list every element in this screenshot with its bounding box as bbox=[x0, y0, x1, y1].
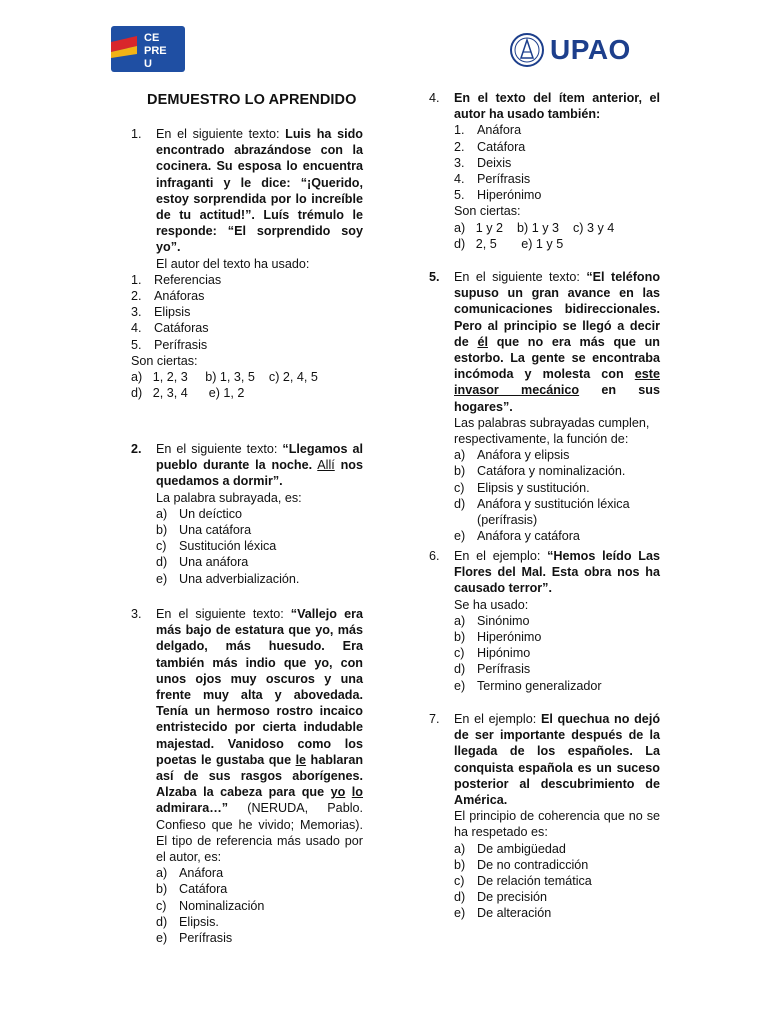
underlined-phrase: este invasor mecánico bbox=[454, 367, 660, 398]
answer-options bbox=[454, 841, 660, 922]
question-prompt: Las palabras subrayadas cumplen, respectivamente, la función de: bbox=[454, 415, 650, 447]
answer-option bbox=[156, 865, 363, 881]
statement-item-text: Catáforas bbox=[154, 321, 209, 336]
statement-list bbox=[131, 272, 363, 353]
answer-option-text: Elipsis y sustitución. bbox=[477, 480, 590, 495]
answer-option-key: a) bbox=[156, 866, 168, 881]
answer-option-key: b) bbox=[156, 882, 168, 897]
answer-option-key: c) bbox=[454, 646, 465, 661]
answer-option-key: c) bbox=[156, 898, 167, 913]
answer-option-key: d) bbox=[454, 496, 466, 511]
answer-option bbox=[454, 480, 660, 496]
statement-item-key: 2. bbox=[131, 289, 142, 304]
answer-options bbox=[156, 865, 363, 946]
answer-option bbox=[454, 528, 660, 544]
answer-option-text: Hiperónimo bbox=[477, 630, 542, 645]
statement-item-text: Hiperónimo bbox=[477, 188, 542, 203]
question-prompt: La palabra subrayada, es: bbox=[156, 490, 302, 505]
answer-option bbox=[156, 881, 363, 897]
answer-option bbox=[454, 613, 660, 629]
answer-option bbox=[156, 571, 363, 587]
statement-item-text: Anáforas bbox=[154, 289, 205, 304]
question-stem: En el texto del ítem anterior, el autor ha usado también: bbox=[454, 91, 660, 122]
question-number: 1. bbox=[131, 127, 142, 141]
answer-option-key: e) bbox=[156, 571, 168, 586]
answer-option-text: Termino generalizador bbox=[477, 678, 602, 693]
underlined-word: lo bbox=[351, 785, 363, 800]
statement-item-key: 3. bbox=[131, 305, 142, 320]
answer-option-text: Catáfora bbox=[179, 882, 228, 897]
question-3 bbox=[131, 606, 363, 946]
answer-option-key: c) bbox=[454, 874, 465, 889]
answer-option-text: De precisión bbox=[477, 890, 547, 905]
question-2 bbox=[131, 441, 363, 587]
answer-option-key: b) bbox=[454, 630, 466, 645]
answer-option-key: e) bbox=[454, 678, 466, 693]
statement-item bbox=[454, 187, 660, 203]
statement-item-key: 5. bbox=[454, 188, 465, 203]
answer-option-text: Anáfora y catáfora bbox=[477, 529, 580, 544]
answer-option-key: d) bbox=[156, 555, 168, 570]
answer-option bbox=[454, 496, 660, 528]
answer-option bbox=[454, 463, 660, 479]
statement-item bbox=[131, 320, 363, 336]
answer-option bbox=[156, 522, 363, 538]
statement-list bbox=[454, 122, 660, 203]
answer-option-key: e) bbox=[454, 906, 466, 921]
son-ciertas-label: Son ciertas: bbox=[131, 353, 198, 368]
upao-seal-icon bbox=[508, 28, 546, 72]
question-number: 6. bbox=[429, 549, 440, 563]
question-number: 3. bbox=[131, 607, 142, 621]
answer-option bbox=[156, 506, 363, 522]
answer-option-text: Nominalización bbox=[179, 898, 265, 913]
statement-item bbox=[454, 155, 660, 171]
answer-options bbox=[454, 613, 660, 694]
statement-item-key: 4. bbox=[131, 321, 142, 336]
answer-option bbox=[156, 914, 363, 930]
question-prompt: Se ha usado: bbox=[454, 597, 529, 612]
cepreu-logo bbox=[111, 26, 185, 72]
answer-option-text: Una adverbialización. bbox=[179, 571, 300, 586]
answer-option-text: Una anáfora bbox=[179, 555, 249, 570]
answer-options bbox=[454, 447, 660, 544]
statement-item-text: Perífrasis bbox=[477, 172, 531, 187]
answer-option-key: c) bbox=[156, 539, 167, 554]
statement-item-key: 1. bbox=[454, 123, 465, 138]
answer-option-text: Una catáfora bbox=[179, 523, 252, 538]
statement-item bbox=[131, 337, 363, 353]
answer-option-key: b) bbox=[454, 857, 466, 872]
page-title: DEMUESTRO LO APRENDIDO bbox=[147, 92, 357, 108]
statement-item-key: 1. bbox=[131, 272, 142, 287]
statement-item-key: 3. bbox=[454, 155, 465, 170]
answer-option-key: b) bbox=[454, 464, 466, 479]
question-prompt: El autor del texto ha usado: bbox=[156, 256, 310, 271]
answer-option bbox=[454, 841, 660, 857]
upao-wordmark: UPAO bbox=[550, 34, 631, 65]
answer-option bbox=[156, 930, 363, 946]
answer-option-key: d) bbox=[156, 914, 168, 929]
answer-option-key: c) bbox=[454, 480, 465, 495]
answer-option bbox=[454, 629, 660, 645]
quoted-text: “Hemos leído Las Flores del Mal. Esta obra nos ha causado terror”. bbox=[454, 549, 660, 596]
citation: (NERUDA, Pablo. Confieso que he vivido; Memorias). bbox=[156, 801, 363, 832]
answer-option bbox=[454, 889, 660, 905]
question-6 bbox=[429, 548, 660, 694]
underlined-word: le bbox=[295, 752, 307, 767]
question-4 bbox=[429, 90, 660, 252]
question-stem: En el siguiente texto: “Llegamos al pueblo durante la noche. Allí nos quedamos a dormir”. bbox=[156, 442, 364, 489]
answer-option-key: a) bbox=[156, 506, 168, 521]
answer-option bbox=[454, 678, 660, 694]
question-5 bbox=[429, 269, 660, 544]
answer-option bbox=[156, 538, 363, 554]
question-stem: En el siguiente texto: “Vallejo era más bajo de estatura que yo, más delgado, más huesudo. Era también más indio que yo, con unos ojos muy oscuros y una frente muy alta y abovedada. Tenía un hermoso rostro incaico entristecido por cierta indudable majestad. Vanidoso como los poetas le gustaba que le hablaran así de sus rasgos aborígenes. Alzaba la cabeza para que yo lo admirara…” (NERUDA, Pablo. Confieso que he vivido; Memorias). El tipo de referencia más usado por el autor, es: bbox=[156, 607, 364, 865]
answer-option-text: Hipónimo bbox=[477, 646, 531, 661]
quoted-text: Luis ha sido encontrado abrazándose con la cocinera. Su esposa lo encuentra infraganti y le dice: “¡Querido, estoy sorprendida por lo increíble de tu actitud!”. Luís trémulo le responde: “El sorprendido soy yo”. bbox=[156, 127, 363, 255]
statement-item-key: 5. bbox=[131, 337, 142, 352]
question-stem: En el ejemplo: “Hemos leído Las Flores del Mal. Esta obra nos ha causado terror”. bbox=[454, 549, 660, 596]
statement-item bbox=[454, 122, 660, 138]
underlined-word: él bbox=[477, 334, 488, 349]
answer-options-row: a) 1, 2, 3 b) 1, 3, 5 c) 2, 4, 5 bbox=[131, 370, 318, 385]
question-number: 4. bbox=[429, 91, 440, 105]
answer-options-row: d) 2, 3, 4 e) 1, 2 bbox=[131, 386, 245, 401]
answer-option-key: a) bbox=[454, 448, 466, 463]
answer-option-key: d) bbox=[454, 890, 466, 905]
son-ciertas-label: Son ciertas: bbox=[454, 204, 521, 219]
question-prompt: El principio de coherencia que no se ha respetado es: bbox=[454, 809, 660, 840]
answer-option-text: Sustitución léxica bbox=[179, 539, 277, 554]
answer-option-text: De relación temática bbox=[477, 874, 592, 889]
underlined-word: yo bbox=[330, 785, 346, 800]
question-number: 2. bbox=[131, 442, 142, 456]
answer-option-text: Anáfora y sustitución léxica (perífrasis) bbox=[477, 496, 630, 528]
answer-option-text: Catáfora y nominalización. bbox=[477, 464, 626, 479]
statement-item-text: Referencias bbox=[154, 272, 222, 287]
question-stem: En el siguiente texto: Luis ha sido encontrado abrazándose con la cocinera. Su esposa lo encuentra infraganti y le dice: “¡Querido, estoy sorprendida por lo increíble de tu actitud!”. Luís trémulo le responde: “El sorprendido soy yo”. bbox=[156, 127, 363, 255]
answer-options-row: d) 2, 5 e) 1 y 5 bbox=[454, 236, 564, 251]
answer-option-text: Sinónimo bbox=[477, 613, 530, 628]
statement-item bbox=[131, 272, 363, 288]
question-7 bbox=[429, 711, 660, 922]
quoted-text: El quechua no dejó de ser importante después de la llegada de los españoles. La conquista española es un suceso posterior al descubrimiento de América. bbox=[454, 712, 661, 808]
answer-options bbox=[156, 506, 363, 587]
answer-option-text: De no contradicción bbox=[477, 857, 589, 872]
svg-text:U: U bbox=[144, 58, 152, 70]
answer-option bbox=[454, 873, 660, 889]
statement-item bbox=[454, 171, 660, 187]
answer-option-key: e) bbox=[156, 931, 168, 946]
question-number: 5. bbox=[429, 270, 440, 284]
statement-item-text: Anáfora bbox=[477, 123, 522, 138]
statement-item-text: Perífrasis bbox=[154, 337, 208, 352]
statement-item bbox=[131, 288, 363, 304]
answer-option bbox=[454, 645, 660, 661]
question-prompt: El tipo de referencia más usado por el autor, es: bbox=[156, 833, 363, 865]
statement-item bbox=[454, 139, 660, 155]
question-1 bbox=[131, 126, 363, 401]
upao-logo bbox=[508, 28, 631, 72]
question-number: 7. bbox=[429, 712, 440, 726]
answer-option bbox=[454, 447, 660, 463]
answer-option bbox=[454, 661, 660, 677]
statement-item-text: Elipsis bbox=[154, 305, 191, 320]
answer-option-key: b) bbox=[156, 523, 168, 538]
answer-option-text: Perífrasis bbox=[179, 931, 233, 946]
statement-item-key: 2. bbox=[454, 139, 465, 154]
statement-item-text: Catáfora bbox=[477, 139, 526, 154]
svg-text:CE: CE bbox=[144, 32, 160, 44]
answer-option-key: a) bbox=[454, 613, 466, 628]
answer-options-row: a) 1 y 2 b) 1 y 3 c) 3 y 4 bbox=[454, 220, 615, 235]
answer-option-text: Perífrasis bbox=[477, 662, 531, 677]
answer-option bbox=[454, 857, 660, 873]
question-stem: En el siguiente texto: “El teléfono supuso un gran avance en las comunicaciones bidireccionales. Pero al principio se llegó a decir de él que no era más que un estorbo. La gente se encontraba incómoda y molesta con este invasor mecánico en sus hogares”. bbox=[454, 270, 661, 414]
answer-option-text: De ambigüedad bbox=[477, 841, 566, 856]
answer-option-text: Anáfora bbox=[179, 866, 224, 881]
answer-option bbox=[156, 554, 363, 570]
answer-option-text: Anáfora y elipsis bbox=[477, 448, 570, 463]
answer-option-key: d) bbox=[454, 662, 466, 677]
answer-option-text: De alteración bbox=[477, 906, 552, 921]
svg-text:PRE: PRE bbox=[144, 45, 167, 57]
answer-option-key: e) bbox=[454, 529, 466, 544]
answer-option-text: Un deíctico bbox=[179, 506, 242, 521]
answer-option bbox=[156, 898, 363, 914]
statement-item bbox=[131, 304, 363, 320]
question-stem: En el ejemplo: El quechua no dejó de ser importante después de la llegada de los españoles. La conquista española es un suceso posterior al descubrimiento de América. bbox=[454, 712, 661, 808]
underlined-word: Allí bbox=[317, 458, 335, 473]
statement-item-text: Deixis bbox=[477, 155, 512, 170]
statement-item-key: 4. bbox=[454, 172, 465, 187]
answer-option-key: a) bbox=[454, 841, 466, 856]
answer-option bbox=[454, 905, 660, 921]
answer-option-text: Elipsis. bbox=[179, 914, 219, 929]
